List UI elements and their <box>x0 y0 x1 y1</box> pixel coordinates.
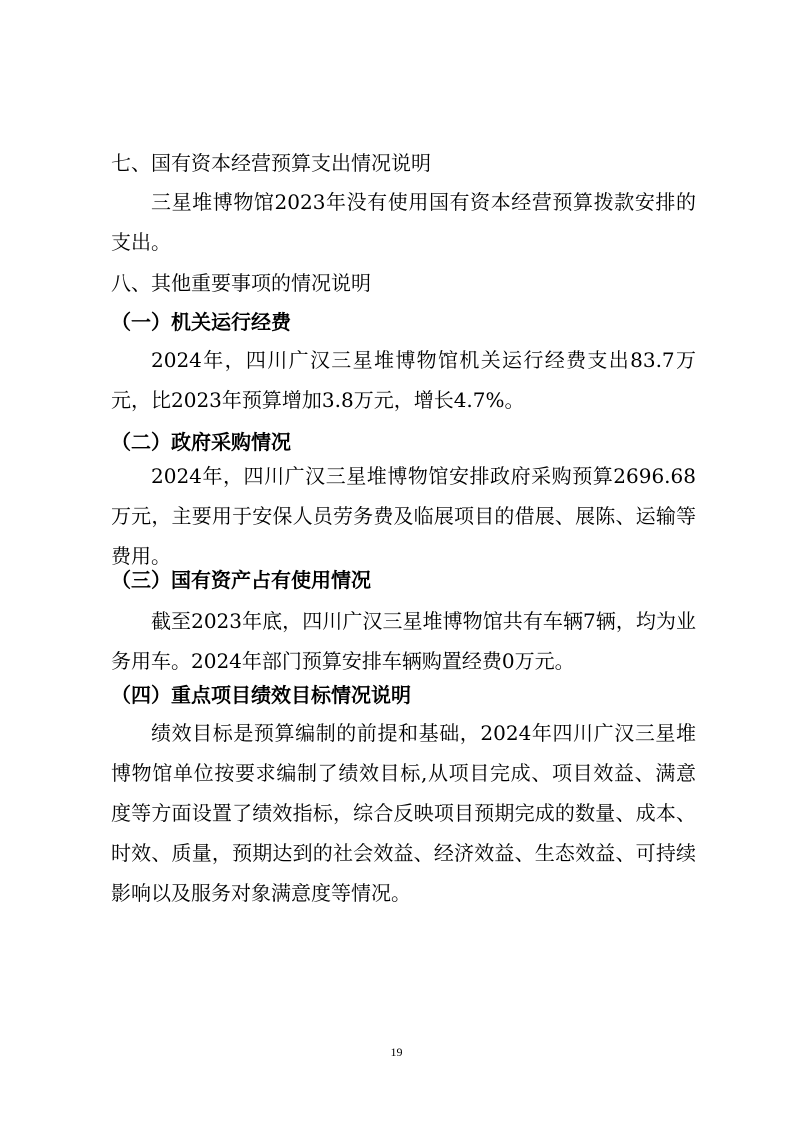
paragraph-state-assets: 截至2023年底，四川广汉三星堆博物馆共有车辆7辆，均为业务用车。2024年部门预算安排车辆购置经费0万元。 <box>111 609 696 673</box>
paragraph-operating-expenses: 2024年，四川广汉三星堆博物馆机关运行经费支出83.7万元，比2023年预算增加3.8万元，增长4.7%。 <box>111 348 696 412</box>
section-heading-7: 七、国有资本经营预算支出情况说明 <box>111 151 431 175</box>
subheading-operating-expenses: （一）机关运行经费 <box>111 310 291 334</box>
page-number: 19 <box>390 1045 403 1059</box>
paragraph-procurement: 2024年，四川广汉三星堆博物馆安排政府采购预算2696.68万元，主要用于安保人员劳务费及临展项目的借展、展陈、运输等费用。 <box>111 464 696 568</box>
subheading-procurement: （二）政府采购情况 <box>111 430 291 454</box>
subheading-performance-goals: （四）重点项目绩效目标情况说明 <box>111 683 411 707</box>
subheading-state-assets: （三）国有资产占有使用情况 <box>111 568 371 592</box>
paragraph-performance-goals: 绩效目标是预算编制的前提和基础，2024年四川广汉三星堆博物馆单位按要求编制了绩效目标,从项目完成、项目效益、满意度等方面设置了绩效指标，综合反映项目预期完成的数量、成本、时效、质量，预期达到的社会效益、经济效益、生态效益、可持续影响以及服务对象满意度等情况。 <box>111 721 696 905</box>
paragraph-state-capital: 三星堆博物馆2023年没有使用国有资本经营预算拨款安排的支出。 <box>111 190 696 254</box>
section-heading-8: 八、其他重要事项的情况说明 <box>111 271 371 295</box>
